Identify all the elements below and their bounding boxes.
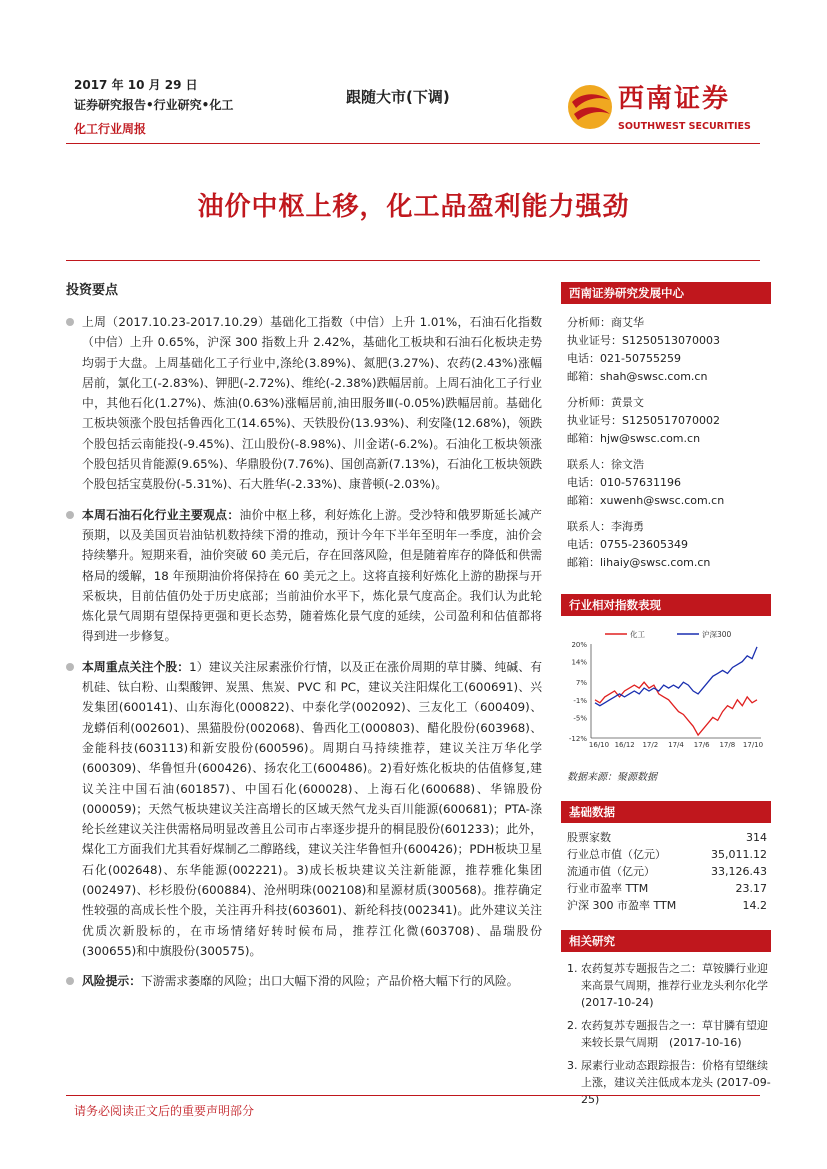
analyst-email[interactable]: 邮箱：hjw@swsc.com.cn	[567, 432, 701, 445]
base-data-table	[567, 829, 767, 914]
related-research-list	[567, 960, 771, 1108]
analyst-name: 分析师：商艾华	[567, 316, 644, 329]
row-label: 沪深 300 市盈率 TTM	[567, 899, 677, 912]
y-tick-label: 14%	[571, 658, 587, 667]
contact-email[interactable]: 邮箱：xuwenh@swsc.com.cn	[567, 494, 725, 507]
row-label: 行业总市值（亿元）	[567, 848, 666, 861]
row-label: 行业市盈率 TTM	[567, 882, 649, 895]
analyst-entry	[567, 394, 771, 448]
logo-emblem-icon	[568, 85, 612, 129]
paragraph	[66, 505, 542, 647]
row-value: 23.17	[735, 882, 767, 895]
report-type: 化工行业周报	[74, 122, 147, 136]
analyst-license: 执业证号：S1250513070003	[567, 334, 720, 347]
x-tick-label: 16/12	[614, 741, 635, 749]
report-date: 2017 年 10 月 29 日	[74, 78, 198, 92]
related-item[interactable]	[567, 1017, 771, 1051]
relative-index-chart	[561, 626, 771, 758]
related-research-title: 相关研究	[561, 930, 771, 952]
x-tick-label: 17/10	[742, 741, 764, 749]
item-number: 2.	[567, 1019, 578, 1032]
legend-label: 沪深300	[702, 630, 732, 639]
item-text: 尿素行业动态跟踪报告：价格有望继续上涨，建议关注低成本龙头 (2017-09-25)	[581, 1059, 771, 1106]
contact-phone: 电话：010-57631196	[567, 476, 681, 489]
paragraph	[66, 971, 542, 991]
analyst-entry	[567, 314, 771, 386]
logo-text-en: SOUTHWEST SECURITIES	[618, 121, 751, 132]
y-tick-label: -5%	[573, 714, 587, 723]
research-center-title: 西南证券研究发展中心	[561, 282, 771, 304]
table-row	[567, 863, 767, 880]
table-row	[567, 829, 767, 846]
bullet-icon	[66, 663, 74, 671]
contact-name: 联系人：李海勇	[567, 520, 644, 533]
item-text: 农药复苏专题报告之一：草甘膦有望迎来较长景气周期 (2017-10-16)	[581, 1019, 768, 1049]
chart-container	[561, 626, 771, 762]
paragraph-lead: 风险提示：	[82, 974, 141, 989]
table-row	[567, 880, 767, 897]
series-line-化工	[595, 682, 757, 735]
logo-text-cn: 西南证券	[618, 84, 731, 114]
analyst-email[interactable]: 邮箱：shah@swsc.com.cn	[567, 370, 708, 383]
paragraph-text: 1）建议关注尿素涨价行情，以及正在涨价周期的草甘膦、纯碱、有机硅、钛白粉、山梨酸钾、炭黑、焦炭、PVC 和 PC，建议关注阳煤化工(600691)、兴发集团(600141)、山东海化(000822)、中泰化学(002092)、三友化工（600409)、龙蟒佰利(002601)、黑猫股份(002068)、鲁西化工(000803)、醋化股份(603968)、金能科技(603113)和新安股份(600596)。周期白马持续推荐，建议关注万华化学(600309)、华鲁恒升(600426)、扬农化工(600486)。2)看好炼化板块的估值修复,建议关注中国石油(601857)、中国石化(600028)、上海石化(600688)、华锦股份(000059)；天然气板块建议关注高增长的区域天然气龙头百川能源(600681)；PTA-涤纶长丝建议关注供需格局明显改善且公司市占率逐步提升的桐昆股份(601233)；此外，煤化工方面我们尤其看好煤制乙二醇路线，建议关注华鲁恒升(600426)；PDH板块卫星石化(002648)、东华能源(002221)。3)成长板块建议关注新能源，推荐雅化集团(002497)、杉杉股份(600884)、沧州明珠(002108)和星源材质(300568)。推荐确定性较强的高成长性个股，关注再升科技(603601)、新纶科技(002341)。此外建议关注优质次新股标的，在市场情绪好转时候布局，推荐江化微(603708)、晶瑞股份(300655)和中旗股份(300575)。	[82, 659, 542, 958]
related-item[interactable]	[567, 1057, 771, 1108]
bullet-icon	[66, 977, 74, 985]
chart-section-title: 行业相对指数表现	[561, 594, 771, 616]
bullet-icon	[66, 511, 74, 519]
footer-divider	[66, 1095, 760, 1096]
contact-email[interactable]: 邮箱：lihaiy@swsc.com.cn	[567, 556, 711, 569]
report-category: 证券研究报告•行业研究•化工	[74, 98, 234, 112]
paragraph	[66, 312, 542, 495]
row-value: 35,011.12	[711, 848, 767, 861]
x-tick-label: 17/6	[693, 741, 710, 749]
bullet-icon	[66, 318, 74, 326]
paragraph-text: 油价中枢上移，利好炼化上游。受沙特和俄罗斯延长减产预期，以及美国页岩油钻机数持续下滑的推动，预计今年下半年至明年一季度，油价会持续攀升。短期来看，油价突破 60 美元后，存在回落风险，但是随着库存的降低和供需格局的缓解，18 年预期油价将保持在 60 美元之上。这将直接利好炼化上游的勘探与开采板块，目前估值仍处于历史底部；当前油价水平下，炼化景气度高企。我们认为此轮炼化景气周期有望保持更强和更长态势，随着炼化景气度的延续，公司盈利和估值都将得到进一步修复。	[82, 507, 542, 644]
paragraph-text: 下游需求萎靡的风险；出口大幅下滑的风险；产品价格大幅下行的风险。	[141, 974, 519, 989]
row-value: 33,126.43	[711, 865, 767, 878]
y-tick-label: 20%	[571, 641, 587, 649]
table-row	[567, 897, 767, 914]
main-content	[66, 275, 542, 1002]
section-title: 投资要点	[66, 283, 119, 298]
contact-name: 联系人：徐文浩	[567, 458, 644, 471]
x-tick-label: 17/2	[642, 741, 659, 749]
base-data-title: 基础数据	[561, 801, 771, 823]
paragraph-text: 上周（2017.10.23-2017.10.29）基础化工指数（中信）上升 1.01%，石油石化指数（中信）上升 0.65%，沪深 300 指数上升 2.42%，基础化工板块和石油石化板块走势均弱于大盘。上周基础化工子行业中,涤纶(3.89%)、氮肥(3.27%)、农药(2.43%)涨幅居前，氯化工(-2.83%)、钾肥(-2.72%)、维纶(-2.38%)跌幅居前。上周石油化工子行业中，其他石化(1.27%)、炼油(0.63%)涨幅居前,油田服务Ⅲ(-0.05%)跌幅居前。基础化工板块领涨个股包括鲁西化工(14.65%)、天铁股份(13.93%)、利安隆(12.68%)，领跌个股包括云南能投(-9.45%)、江山股份(-8.98%)、川金诺(-6.2%)。石油化工板块领涨个股包括贝肯能源(9.65%)、华鼎股份(7.76%)、国创高新(7.13%)，石油化工板块领跌个股包括宝莫股份(-5.31%)、石大胜华(-2.33%)、康普顿(-2.03%)。	[82, 315, 542, 492]
paragraph	[66, 657, 542, 961]
report-title: 油价中枢上移，化工品盈利能力强劲	[197, 192, 630, 222]
paragraph-lead: 本周石油石化行业主要观点：	[82, 507, 240, 522]
row-value: 314	[746, 831, 767, 844]
header-divider	[66, 143, 760, 144]
y-tick-label: -12%	[568, 735, 587, 743]
title-divider	[66, 260, 760, 261]
y-tick-label: 7%	[575, 679, 587, 688]
footer-disclaimer: 请务必阅读正文后的重要声明部分	[74, 1104, 255, 1118]
analyst-license: 执业证号：S1250517070002	[567, 414, 720, 427]
table-row	[567, 846, 767, 863]
x-tick-label: 17/8	[719, 741, 736, 749]
x-tick-label: 16/10	[588, 741, 610, 749]
analyst-phone: 电话：021-50755259	[567, 352, 681, 365]
chart-source: 数据来源：聚源数据	[567, 772, 657, 783]
contact-entry	[567, 518, 771, 572]
x-tick-label: 17/4	[668, 741, 684, 749]
contact-entry	[567, 456, 771, 510]
analyst-name: 分析师：黄景文	[567, 396, 644, 409]
sidebar	[561, 282, 771, 1114]
contact-phone: 电话：0755-23605349	[567, 538, 688, 551]
item-number: 1.	[567, 962, 578, 975]
row-label: 股票家数	[567, 831, 611, 844]
item-number: 3.	[567, 1059, 578, 1072]
analyst-list	[567, 314, 771, 572]
paragraph-lead: 本周重点关注个股：	[82, 659, 190, 674]
rating: 跟随大市(下调)	[346, 88, 450, 106]
item-text: 农药复苏专题报告之二：草铵膦行业迎来高景气周期，推荐行业龙头利尔化学 (2017-10-24)	[581, 962, 768, 1009]
legend-label: 化工	[630, 630, 645, 639]
y-tick-label: -1%	[573, 696, 587, 705]
row-value: 14.2	[742, 899, 767, 912]
row-label: 流通市值（亿元）	[567, 865, 655, 878]
related-item[interactable]	[567, 960, 771, 1011]
